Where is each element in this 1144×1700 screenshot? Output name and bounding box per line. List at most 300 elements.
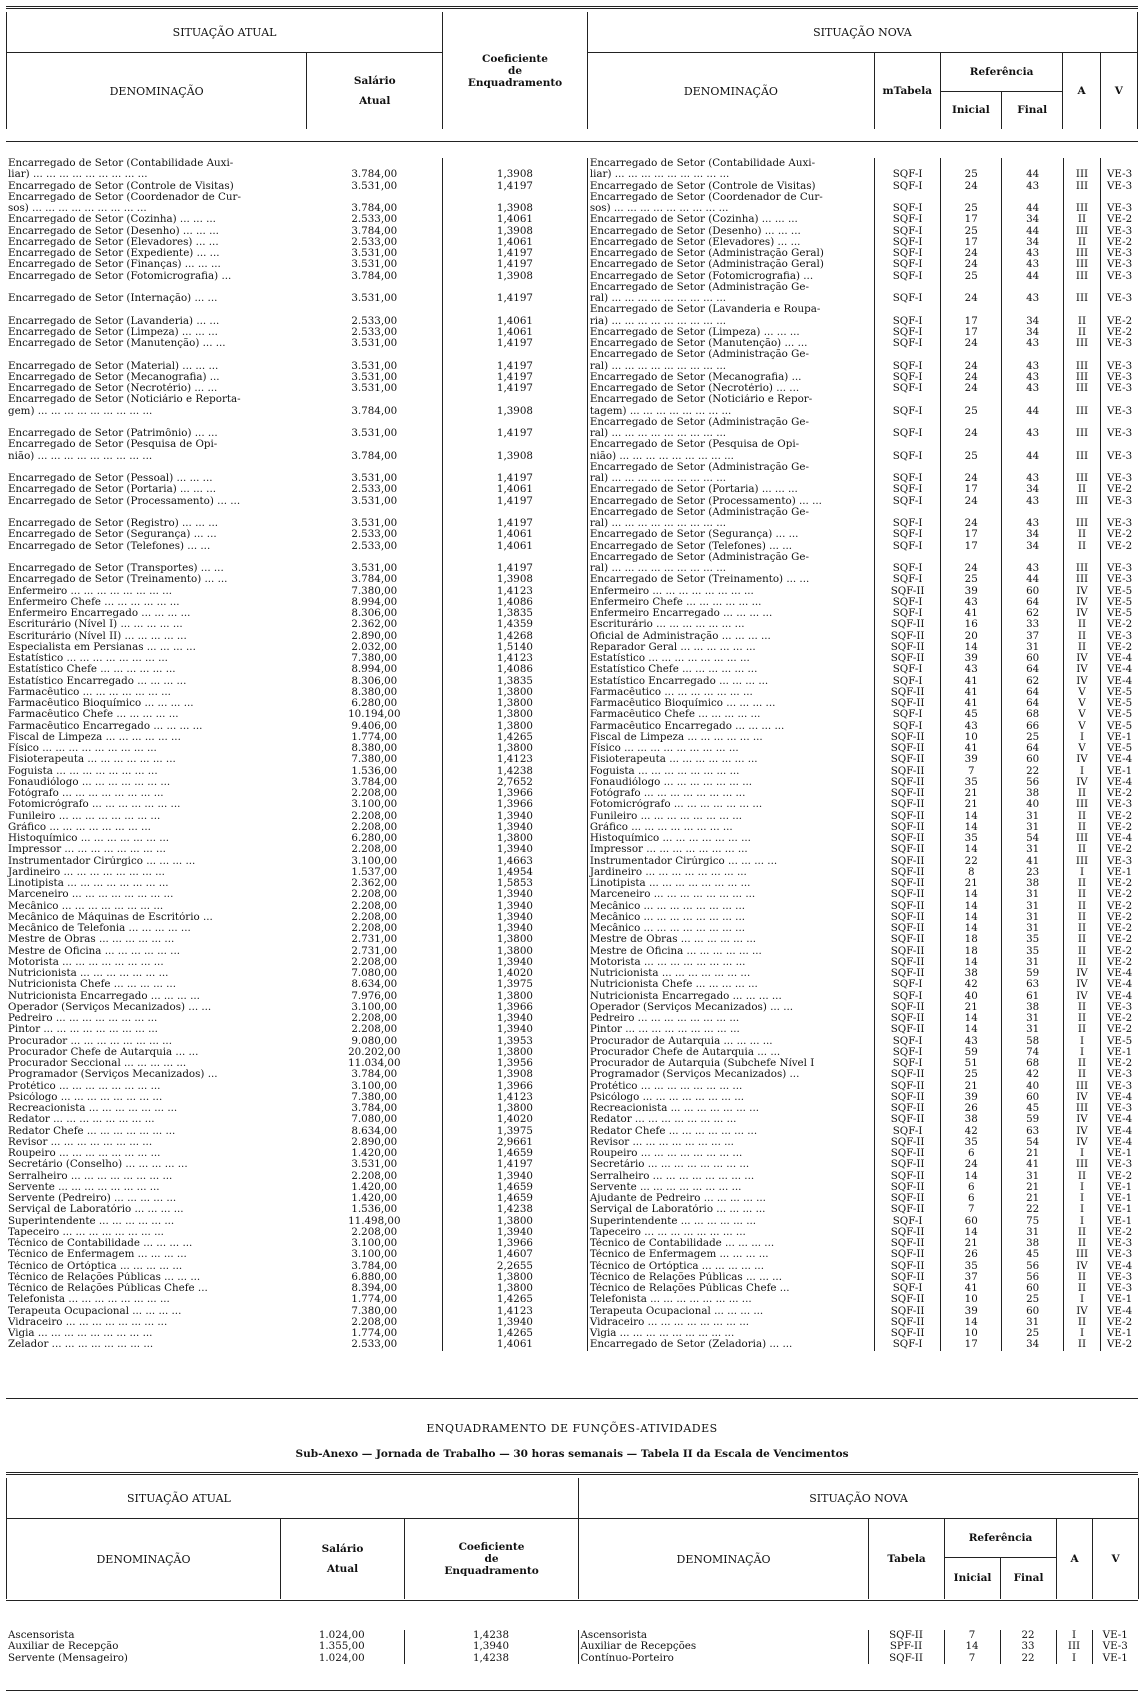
a-header: A — [1063, 53, 1100, 130]
coluna-v-cell: VE-3 — [1101, 406, 1138, 417]
ref-final-cell: 44 — [1002, 203, 1063, 214]
coluna-a-cell: II — [1063, 946, 1100, 957]
salario-atual-cell — [307, 417, 443, 428]
coluna-v-cell: VE-1 — [1101, 1216, 1138, 1227]
tabela-cell — [875, 507, 941, 518]
coluna-v-cell: VE-4 — [1101, 1126, 1138, 1137]
ref-inicial-cell: 24 — [941, 563, 1002, 574]
coeficiente-cell: 1,3940 — [443, 844, 588, 855]
ref-final-cell: 60 — [1002, 1092, 1063, 1103]
table-row — [6, 529, 1138, 540]
table-row — [6, 574, 1138, 585]
denominacao-atual-cell: nião) ... ... ... ... ... ... ... ... ... — [8, 450, 153, 462]
coluna-v-cell: VE-3 — [1101, 1283, 1138, 1294]
denominacao-nova-cell: Estatístico ... ... ... ... ... ... ... ... — [587, 653, 874, 664]
denominacao-nova-cell: nião) ... ... ... ... ... ... ... ... ... — [587, 451, 874, 462]
ref-inicial-cell: 25 — [941, 1069, 1002, 1080]
section2-subtitle: Sub-Anexo — Jornada de Trabalho — 30 horas semanais — Tabela II da Escala de Vencimentos — [295, 1448, 849, 1460]
table1-bottom-rule — [6, 1398, 1138, 1399]
ref-final-cell: 22 — [1002, 766, 1063, 777]
tabela-cell: SQF-II — [875, 1317, 941, 1328]
table-row — [6, 597, 1138, 608]
denominacao-atual-cell: Encarregado de Setor (Noticiário e Reporta- — [8, 394, 241, 406]
table-row — [6, 1283, 1138, 1294]
coluna-v-cell: VE-4 — [1101, 1261, 1138, 1272]
tabela-cell — [875, 552, 941, 563]
coeficiente-cell: 1,4197 — [443, 563, 588, 574]
coluna-a-cell: IV — [1063, 586, 1100, 597]
ref-inicial-cell: 35 — [941, 1261, 1002, 1272]
denominacao-atual-cell: liar) ... ... ... ... ... ... ... ... ... — [8, 169, 148, 181]
tabela-cell: SQF-II — [875, 946, 941, 957]
denominacao-atual-cell: Encarregado de Setor (Transportes) ... ... — [8, 563, 224, 574]
denominacao-atual-cell: Estatístico ... ... ... ... ... ... ... ... — [8, 653, 168, 664]
denominacao-atual-cell: Farmacêutico Encarregado ... ... ... ... — [8, 720, 203, 732]
table-row — [6, 946, 1138, 957]
ref-inicial-cell: 17 — [941, 214, 1002, 225]
table2-bottom-rule — [6, 1690, 1138, 1691]
coeficiente-cell: 1,3800 — [443, 721, 588, 732]
tabela-cell: SQF-II — [875, 1069, 941, 1080]
table-row — [6, 1328, 1138, 1339]
ref-inicial-cell: 17 — [941, 316, 1002, 327]
coluna-v-cell: VE-3 — [1101, 563, 1138, 574]
ref-final-cell: 60 — [1002, 1283, 1063, 1294]
denominacao-nova-cell: Marceneiro ... ... ... ... ... ... ... ... — [587, 889, 874, 900]
tabela-cell: SQF-II — [875, 653, 941, 664]
coluna-a-cell: IV — [1063, 979, 1100, 990]
coluna-v-cell: VE-5 — [1101, 586, 1138, 597]
denominacao-nova-cell: Ajudante de Pedreiro ... ... ... ... ... — [587, 1193, 874, 1204]
ref-inicial-cell: 25 — [941, 203, 1002, 214]
denominacao-nova-cell: Técnico de Relações Públicas Chefe ... — [587, 1283, 874, 1294]
coeficiente-cell: 1,4123 — [443, 586, 588, 597]
coluna-v-cell: VE-1 — [1101, 766, 1138, 777]
table-row — [6, 642, 1138, 653]
denominacao-nova-cell: Mestre de Oficina ... ... ... ... ... ... — [587, 946, 874, 957]
ref-inicial-cell: 38 — [941, 968, 1002, 979]
tabela-cell: SQF-I — [875, 293, 941, 304]
denominacao-nova-cell: Protético ... ... ... ... ... ... ... ... — [587, 1081, 874, 1092]
salario-atual-cell: 3.784,00 — [351, 203, 398, 214]
denominacao-atual-cell: Impressor ... ... ... ... ... ... ... ... — [8, 844, 166, 856]
tabela-cell: SQF-II — [875, 1227, 941, 1238]
coluna-v-cell: VE-2 — [1101, 642, 1138, 653]
denominacao-atual-cell: Servente (Mensageiro) — [8, 1652, 128, 1664]
ref-final-cell: 38 — [1002, 878, 1063, 889]
coeficiente-cell — [443, 507, 588, 518]
denominacao-nova-cell: Encarregado de Setor (Administração Ge- — [587, 349, 874, 360]
denominacao-nova-cell: Encarregado de Setor (Treinamento) ... ... — [587, 574, 874, 585]
denominacao-nova-cell: Enfermeiro Chefe ... ... ... ... ... ... — [587, 597, 874, 608]
tabela-cell: SQF-II — [875, 1024, 941, 1035]
denominacao-nova-cell: Mecânico ... ... ... ... ... ... ... ... — [587, 901, 874, 912]
salario-atual-cell: 1.420,00 — [351, 1181, 398, 1193]
denominacao-atual-cell: Enfermeiro ... ... ... ... ... ... ... ... — [8, 585, 172, 597]
denominacao-atual-cell: Linotipista ... ... ... ... ... ... ... ... — [8, 878, 169, 889]
coluna-a-cell: IV — [1063, 664, 1100, 675]
coluna-v-cell — [1101, 282, 1138, 293]
salario-atual-cell: 7.380,00 — [351, 1091, 398, 1103]
coeficiente-cell: 1,3940 — [443, 901, 588, 912]
table-row — [6, 271, 1138, 282]
ref-final-cell: 31 — [1002, 912, 1063, 923]
coluna-a-cell: III — [1063, 574, 1100, 585]
denominacao-nova-cell: Encarregado de Setor (Limpeza) ... ... ... — [587, 327, 874, 338]
coeficiente-cell: 1,4197 — [443, 361, 588, 372]
salario-atual-cell: 2.208,00 — [351, 1226, 398, 1238]
denominacao-nova-cell: Pintor ... ... ... ... ... ... ... ... ... — [587, 1024, 874, 1035]
tabela-cell: SQF-II — [875, 743, 941, 754]
coluna-v-cell — [1101, 349, 1138, 360]
denominacao-atual-cell: Mecânico ... ... ... ... ... ... ... ... — [8, 900, 164, 912]
t2-coeficiente-header: Coeficiente de Enquadramento — [405, 1519, 579, 1600]
ref-inicial-cell: 14 — [941, 1024, 1002, 1035]
denominacao-nova-cell: Encarregado de Setor (Administração Geral) — [587, 259, 874, 270]
ref-inicial-cell: 18 — [941, 946, 1002, 957]
salario-atual-cell — [307, 158, 443, 169]
ref-inicial-cell: 35 — [941, 777, 1002, 788]
denominacao-atual-cell: Encarregado de Setor (Necrotério) ... ... — [8, 383, 218, 394]
coluna-a-cell: III — [1063, 338, 1100, 349]
ref-final-cell — [1002, 282, 1063, 293]
ref-final-cell: 34 — [1002, 214, 1063, 225]
coluna-a-cell: II — [1063, 912, 1100, 923]
table-row — [6, 991, 1138, 1002]
tabela-cell: SQF-I — [875, 563, 941, 574]
coluna-a-cell: III — [1063, 1159, 1100, 1170]
salario-atual-cell: 1.537,00 — [351, 866, 398, 878]
coluna-v-cell: VE-3 — [1101, 856, 1138, 867]
tabela-cell: SQF-II — [875, 878, 941, 889]
coeficiente-cell: 1,3940 — [443, 923, 588, 934]
salario-atual-cell: 2.533,00 — [351, 315, 398, 327]
ref-final-cell: 21 — [1002, 1182, 1063, 1193]
denominacao-atual-cell: Zelador ... ... ... ... ... ... ... ... — [8, 1339, 154, 1351]
denominacao-atual-cell: Instrumentador Cirúrgico ... ... ... ... — [8, 855, 196, 867]
coluna-a-cell: III — [1063, 856, 1100, 867]
ref-inicial-cell: 24 — [941, 293, 1002, 304]
salario-atual-cell: 8.380,00 — [351, 743, 398, 754]
salario-atual-cell: 2.208,00 — [351, 900, 398, 912]
denominacao-atual-cell: Encarregado de Setor (Cozinha) ... ... ... — [8, 214, 216, 226]
salario-atual-cell: 3.784,00 — [351, 776, 398, 788]
ref-inicial-cell: 24 — [941, 372, 1002, 383]
salario-atual-cell — [307, 349, 443, 360]
tabela-cell: SQF-II — [875, 766, 941, 777]
denominacao-nova-cell: Jardineiro ... ... ... ... ... ... ... ... — [587, 867, 874, 878]
tabela-cell: SPF-II — [868, 1641, 944, 1652]
tabela-cell: SQF-I — [875, 1339, 941, 1350]
tabela-cell — [875, 349, 941, 360]
denominacao-nova-cell: liar) ... ... ... ... ... ... ... ... ... — [587, 169, 874, 180]
denominacao-nova-cell: ria) ... ... ... ... ... ... ... ... ... — [587, 316, 874, 327]
table-row — [6, 1114, 1138, 1125]
denominacao-atual-cell: Técnico de Relações Públicas ... ... ... — [8, 1271, 201, 1283]
coluna-a-cell: V — [1063, 721, 1100, 732]
denominacao-atual-cell: Encarregado de Setor (Finanças) ... ... ... — [8, 259, 221, 271]
coluna-v-cell: VE-1 — [1092, 1630, 1138, 1641]
denominacao-atual-cell: Encarregado de Setor (Pesquisa de Opi- — [8, 439, 218, 451]
coeficiente-cell: 1,4197 — [443, 1159, 588, 1170]
ref-inicial-cell: 14 — [944, 1641, 1000, 1652]
ref-inicial-cell: 14 — [941, 957, 1002, 968]
salario-atual-cell — [307, 552, 443, 563]
denominacao-atual-cell: Marceneiro ... ... ... ... ... ... ... ... — [8, 889, 174, 901]
coluna-v-cell: VE-3 — [1101, 518, 1138, 529]
coeficiente-cell: 1,4268 — [443, 631, 588, 642]
coeficiente-cell: 1,3966 — [443, 1081, 588, 1092]
coluna-v-cell: VE-2 — [1101, 619, 1138, 630]
ref-final-cell: 44 — [1002, 169, 1063, 180]
tabela-cell: SQF-II — [875, 1159, 941, 1170]
coluna-v-cell: VE-1 — [1101, 867, 1138, 878]
ref-inicial-cell: 10 — [941, 1328, 1002, 1339]
tabela-cell: SQF-I — [875, 574, 941, 585]
ref-inicial-cell: 14 — [941, 1317, 1002, 1328]
ref-final-cell: 64 — [1002, 664, 1063, 675]
table-row — [6, 1126, 1138, 1137]
denominacao-nova-cell: Técnico de Enfermagem ... ... ... ... — [587, 1249, 874, 1260]
denominacao-atual-cell: Escriturário (Nível I) ... ... ... ... ... — [8, 619, 183, 631]
coluna-v-cell: VE-3 — [1101, 169, 1138, 180]
ref-final-cell: 43 — [1002, 259, 1063, 270]
ref-inicial-cell: 25 — [941, 451, 1002, 462]
ref-inicial-cell: 14 — [941, 642, 1002, 653]
ref-final-cell: 43 — [1002, 248, 1063, 259]
salario-atual-cell: 2.362,00 — [351, 878, 398, 889]
salario-atual-cell: 2.208,00 — [351, 821, 398, 833]
salario-atual-cell: 2.208,00 — [351, 923, 398, 934]
ref-final-cell: 22 — [1002, 1204, 1063, 1215]
coluna-a-cell: III — [1063, 226, 1100, 237]
salario-atual-cell: 3.100,00 — [351, 1238, 398, 1249]
denominacao-atual-cell: Recreacionista ... ... ... ... ... ... ... — [8, 1103, 178, 1114]
salario-atual-cell: 8.306,00 — [351, 608, 398, 619]
coeficiente-cell: 1,4197 — [443, 383, 588, 394]
coeficiente-cell: 1,3940 — [404, 1641, 578, 1652]
ref-final-cell: 56 — [1002, 777, 1063, 788]
coeficiente-cell: 1,3940 — [443, 1013, 588, 1024]
table-row — [6, 608, 1138, 619]
ref-final-cell: 45 — [1002, 1103, 1063, 1114]
salario-atual-cell: 8.306,00 — [351, 675, 398, 687]
coluna-v-cell: VE-2 — [1101, 237, 1138, 248]
denominacao-nova-cell: Procurador de Autarquia ... ... ... ... — [587, 1036, 874, 1047]
denominacao-nova-cell: Encarregado de Setor (Administração Geral) — [587, 248, 874, 259]
salario-atual-cell: 1.420,00 — [351, 1148, 398, 1159]
tabela-cell: SQF-II — [875, 1261, 941, 1272]
table-row — [6, 709, 1138, 720]
tabela-cell: SQF-I — [875, 248, 941, 259]
table2-top-rule — [6, 1472, 1138, 1475]
ref-inicial-cell: 21 — [941, 788, 1002, 799]
coluna-v-cell: VE-3 — [1101, 271, 1138, 282]
coluna-v-cell: VE-4 — [1101, 1306, 1138, 1317]
denominacao-atual-cell: Redator ... ... ... ... ... ... ... ... — [8, 1114, 155, 1126]
salario-atual-cell — [307, 192, 443, 203]
coluna-v-cell: VE-2 — [1101, 878, 1138, 889]
coluna-v-cell: VE-3 — [1101, 203, 1138, 214]
tabela-cell: SQF-I — [875, 316, 941, 327]
coeficiente-cell: 1,4197 — [443, 338, 588, 349]
denominacao-nova-cell: Vigia ... ... ... ... ... ... ... ... ... — [587, 1328, 874, 1339]
ref-final-cell: 64 — [1002, 597, 1063, 608]
coluna-a-cell: III — [1063, 406, 1100, 417]
salario-atual-cell: 2.208,00 — [351, 1316, 398, 1328]
t2-denominacao-nova-header: DENOMINAÇÃO — [579, 1519, 869, 1600]
salario-atual-cell: 3.531,00 — [351, 338, 398, 349]
coluna-a-cell: III — [1063, 259, 1100, 270]
denominacao-nova-cell: ral) ... ... ... ... ... ... ... ... ... — [587, 361, 874, 372]
coeficiente-cell: 1,4086 — [443, 664, 588, 675]
denominacao-atual-cell: Encarregado de Setor (Manutenção) ... ... — [8, 338, 226, 349]
denominacao-atual-cell: Pedreiro ... ... ... ... ... ... ... ... — [8, 1013, 158, 1024]
denominacao-atual-cell: Encarregado de Setor (Material) ... ... ... — [8, 360, 219, 372]
ref-final-cell: 22 — [1000, 1630, 1056, 1641]
t2-denominacao-header: DENOMINAÇÃO — [7, 1519, 281, 1600]
salario-atual-cell: 3.784,00 — [351, 1069, 398, 1081]
coluna-v-cell: VE-3 — [1101, 259, 1138, 270]
coeficiente-cell: 1,3966 — [443, 1238, 588, 1249]
coluna-v-cell: VE-2 — [1101, 912, 1138, 923]
table-row — [6, 653, 1138, 664]
coluna-a-cell: II — [1063, 1238, 1100, 1249]
table-row — [6, 203, 1138, 214]
coluna-v-cell: VE-4 — [1101, 676, 1138, 687]
table-row — [6, 1204, 1138, 1215]
coeficiente-cell: 1,4197 — [443, 518, 588, 529]
coeficiente-cell: 1,4238 — [404, 1653, 578, 1664]
denominacao-nova-cell: Farmacêutico ... ... ... ... ... ... ... — [587, 687, 874, 698]
coeficiente-cell: 1,3800 — [443, 833, 588, 844]
denominacao-atual-cell: Secretário (Conselho) ... ... ... ... ... — [8, 1159, 188, 1171]
ref-inicial-cell: 41 — [941, 743, 1002, 754]
coluna-v-cell: VE-4 — [1101, 968, 1138, 979]
coluna-a-cell: II — [1063, 1058, 1100, 1069]
denominacao-atual-cell — [6, 462, 307, 473]
ref-final-cell: 56 — [1002, 1261, 1063, 1272]
denominacao-atual-cell: Procurador Chefe de Autarquia ... ... — [8, 1046, 199, 1058]
tabela-cell: SQF-I — [875, 664, 941, 675]
table-row — [6, 1058, 1138, 1069]
coeficiente-cell: 1,4238 — [443, 1204, 588, 1215]
denominacao-nova-cell: Procurador Chefe de Autarquia ... ... — [587, 1047, 874, 1058]
table-row — [6, 316, 1138, 327]
ref-final-cell: 41 — [1002, 1159, 1063, 1170]
coeficiente-cell: 1,3940 — [443, 811, 588, 822]
coluna-a-cell: III — [1063, 1081, 1100, 1092]
ref-final-cell — [1002, 304, 1063, 315]
ref-inicial-cell: 21 — [941, 1081, 1002, 1092]
table-row — [6, 1182, 1138, 1193]
coluna-v-cell: VE-1 — [1092, 1653, 1138, 1664]
denominacao-atual-cell: Nutricionista ... ... ... ... ... ... ... — [8, 968, 169, 979]
salario-atual-cell: 3.784,00 — [351, 405, 398, 417]
coluna-a-cell: III — [1063, 293, 1100, 304]
denominacao-nova-cell: Técnico de Relações Públicas ... ... ... — [587, 1272, 874, 1283]
ref-inicial-cell: 17 — [941, 1339, 1002, 1350]
tabela-cell: SQF-II — [875, 856, 941, 867]
coluna-a-cell: III — [1056, 1641, 1092, 1652]
coeficiente-cell: 1,4659 — [443, 1182, 588, 1193]
ref-inicial-cell: 25 — [941, 226, 1002, 237]
ref-inicial-cell: 14 — [941, 811, 1002, 822]
coluna-a-cell: I — [1063, 766, 1100, 777]
denominacao-atual-cell: Funileiro ... ... ... ... ... ... ... ... — [8, 810, 161, 822]
coeficiente-cell: 1,3908 — [443, 406, 588, 417]
tabela-cell: SQF-I — [875, 1036, 941, 1047]
ref-final-cell: 62 — [1002, 608, 1063, 619]
table-row — [6, 844, 1138, 855]
table-row — [6, 1306, 1138, 1317]
coluna-a-cell: II — [1063, 1013, 1100, 1024]
coluna-a-cell: III — [1063, 361, 1100, 372]
salario-atual-cell — [307, 304, 443, 315]
tabela-cell: SQF-II — [875, 844, 941, 855]
coluna-v-cell: VE-3 — [1101, 1081, 1138, 1092]
coluna-a-cell: IV — [1063, 777, 1100, 788]
tabela-cell: SQF-II — [875, 889, 941, 900]
table1-body — [6, 158, 1138, 1351]
tabela-cell: SQF-I — [875, 383, 941, 394]
coeficiente-cell: 2,7652 — [443, 777, 588, 788]
denominacao-atual-cell: Servente (Pedreiro) ... ... ... ... ... — [8, 1193, 177, 1204]
coluna-a-cell: IV — [1063, 653, 1100, 664]
section2-title: ENQUADRAMENTO DE FUNÇÕES-ATIVIDADES — [426, 1422, 718, 1435]
coluna-a-cell: II — [1063, 811, 1100, 822]
coluna-v-cell — [1101, 304, 1138, 315]
denominacao-nova-cell: Tapeceiro ... ... ... ... ... ... ... ... — [587, 1227, 874, 1238]
ref-inicial-cell: 24 — [941, 383, 1002, 394]
coeficiente-cell: 1,4123 — [443, 754, 588, 765]
denominacao-nova-cell: Histoquímico ... ... ... ... ... ... ... — [587, 833, 874, 844]
denominacao-nova-cell: Encarregado de Setor (Administração Ge- — [587, 417, 874, 428]
coluna-a-cell: IV — [1063, 676, 1100, 687]
coeficiente-cell — [443, 282, 588, 293]
denominacao-atual-cell: Farmacêutico Bioquímico ... ... ... ... — [8, 698, 194, 709]
coluna-v-cell: VE-1 — [1101, 1148, 1138, 1159]
coluna-v-cell: VE-5 — [1101, 1036, 1138, 1047]
coeficiente-cell: 1,3966 — [443, 1002, 588, 1013]
coeficiente-cell: 1,3908 — [443, 203, 588, 214]
ref-inicial-cell — [941, 394, 1002, 405]
salario-atual-cell: 2.533,00 — [351, 529, 398, 541]
salario-atual-cell: 2.208,00 — [351, 1024, 398, 1036]
ref-inicial-cell: 14 — [941, 822, 1002, 833]
coluna-v-cell: VE-3 — [1101, 1272, 1138, 1283]
coeficiente-cell: 1,3908 — [443, 169, 588, 180]
denominacao-atual-cell: Ascensorista — [8, 1630, 75, 1641]
denominacao-atual-cell: Encarregado de Setor (Pessoal) ... ... ... — [8, 473, 213, 484]
salario-atual-cell: 3.100,00 — [351, 1001, 398, 1013]
coluna-v-cell: VE-3 — [1092, 1641, 1138, 1652]
table-row — [6, 394, 1138, 405]
denominacao-atual-cell: Superintendente ... ... ... ... ... ... — [8, 1215, 175, 1227]
ref-inicial-cell: 37 — [941, 1272, 1002, 1283]
coluna-v-cell: VE-2 — [1101, 529, 1138, 540]
coluna-a-cell: II — [1063, 484, 1100, 495]
coluna-a-cell: IV — [1063, 754, 1100, 765]
ref-final-cell — [1002, 158, 1063, 169]
denominacao-atual-cell: Mecânico de Máquinas de Escritório ... — [8, 911, 213, 923]
ref-inicial-cell: 38 — [941, 1114, 1002, 1125]
denominacao-nova-cell: Escriturário ... ... ... ... ... ... ... — [587, 619, 874, 630]
denominacao-nova-cell: Foguista ... ... ... ... ... ... ... ... — [587, 766, 874, 777]
denominacao-atual-cell: Gráfico ... ... ... ... ... ... ... ... — [8, 821, 151, 833]
denominacao-nova-cell: Encarregado de Setor (Administração Ge- — [587, 507, 874, 518]
coluna-v-cell: VE-2 — [1101, 889, 1138, 900]
